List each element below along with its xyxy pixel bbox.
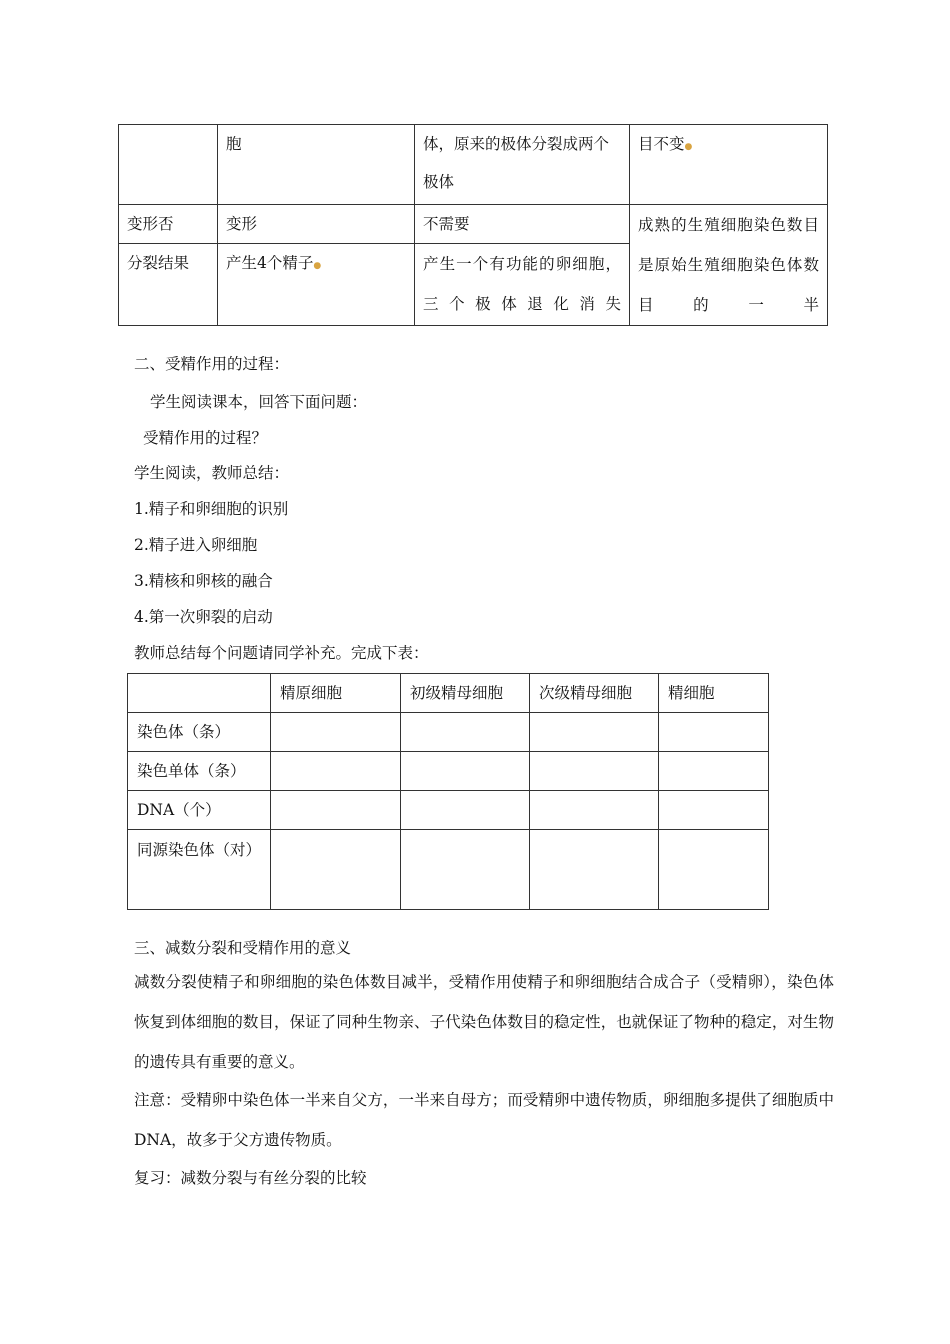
table-cell: 变形否 <box>119 205 218 244</box>
table-cell: 分裂结果 <box>119 244 218 326</box>
table-cell <box>659 791 769 830</box>
comparison-table-continued <box>118 124 828 326</box>
section-heading: 三、减数分裂和受精作用的意义 <box>134 939 352 957</box>
table-cell <box>119 125 218 205</box>
table-cell <box>659 830 769 910</box>
table-row <box>128 713 769 752</box>
mark-dot: ● <box>684 142 693 152</box>
row-label: 同源染色体（对） <box>128 830 271 910</box>
table-header-cell: 初级精母细胞 <box>401 674 530 713</box>
chromosome-count-table <box>127 673 769 910</box>
table-cell <box>530 791 659 830</box>
table-header-cell <box>128 674 271 713</box>
cell-text: 目不变 <box>638 135 685 153</box>
table-cell <box>218 244 415 326</box>
table-cell <box>630 125 828 205</box>
list-item: 4.第一次卵裂的启动 <box>134 608 273 626</box>
table-cell <box>530 713 659 752</box>
table-row <box>128 752 769 791</box>
paragraph: 学生阅读课本，回答下面问题： <box>150 393 368 411</box>
table-header-cell: 精原细胞 <box>271 674 401 713</box>
list-item: 2.精子进入卵细胞 <box>134 536 258 554</box>
table-row <box>119 205 828 244</box>
cell-text: 产生4个精子 <box>226 254 314 272</box>
table-row <box>128 830 769 910</box>
row-label: 染色体（条） <box>128 713 271 752</box>
table-cell <box>401 713 530 752</box>
table-cell: 体，原来的极体分裂成两个极体 <box>415 125 630 205</box>
table-cell <box>401 752 530 791</box>
table-cell: 产生一个有功能的卵细胞，三个极体退化消失 <box>415 244 630 326</box>
table-header-cell: 精细胞 <box>659 674 769 713</box>
table-cell <box>271 752 401 791</box>
table-cell <box>271 791 401 830</box>
paragraph: 受精作用的过程？ <box>143 429 268 447</box>
row-label: 染色单体（条） <box>128 752 271 791</box>
paragraph: 减数分裂使精子和卵细胞的染色体数目减半，受精作用使精子和卵细胞结合成合子（受精卵），染色体恢复到体细胞的数目，保证了同种生物亲、子代染色体数目的稳定性，也就保证了物种的稳定，对生物的遗传具有重要的意义。 <box>134 973 834 1071</box>
section-heading: 二、受精作用的过程： <box>134 355 290 373</box>
table-header-cell: 次级精母细胞 <box>530 674 659 713</box>
paragraph: 学生阅读，教师总结： <box>134 464 290 482</box>
table-cell <box>271 713 401 752</box>
note-paragraph: 注意：受精卵中染色体一半来自父方，一半来自母方；而受精卵中遗传物质，卵细胞多提供了细胞质中DNA，故多于父方遗传物质。 <box>134 1091 834 1149</box>
paragraph: 教师总结每个问题请同学补充。完成下表： <box>134 644 429 662</box>
table-cell <box>659 713 769 752</box>
table-row <box>119 125 828 205</box>
table-cell <box>530 752 659 791</box>
list-item: 3.精核和卵核的融合 <box>134 572 273 590</box>
paragraph: 复习：减数分裂与有丝分裂的比较 <box>134 1169 367 1187</box>
table-cell: 变形 <box>218 205 415 244</box>
table-cell: 胞 <box>218 125 415 205</box>
table-cell: 不需要 <box>415 205 630 244</box>
table-header-row <box>128 674 769 713</box>
table-cell <box>401 791 530 830</box>
row-label: DNA（个） <box>128 791 271 830</box>
table-cell <box>271 830 401 910</box>
table-cell: 成熟的生殖细胞染色数目是原始生殖细胞染色体数目的一半 <box>630 205 828 326</box>
table-cell <box>659 752 769 791</box>
table-cell <box>401 830 530 910</box>
table-row <box>128 791 769 830</box>
list-item: 1.精子和卵细胞的识别 <box>134 500 289 518</box>
table-cell <box>530 830 659 910</box>
mark-dot: ● <box>313 261 322 271</box>
